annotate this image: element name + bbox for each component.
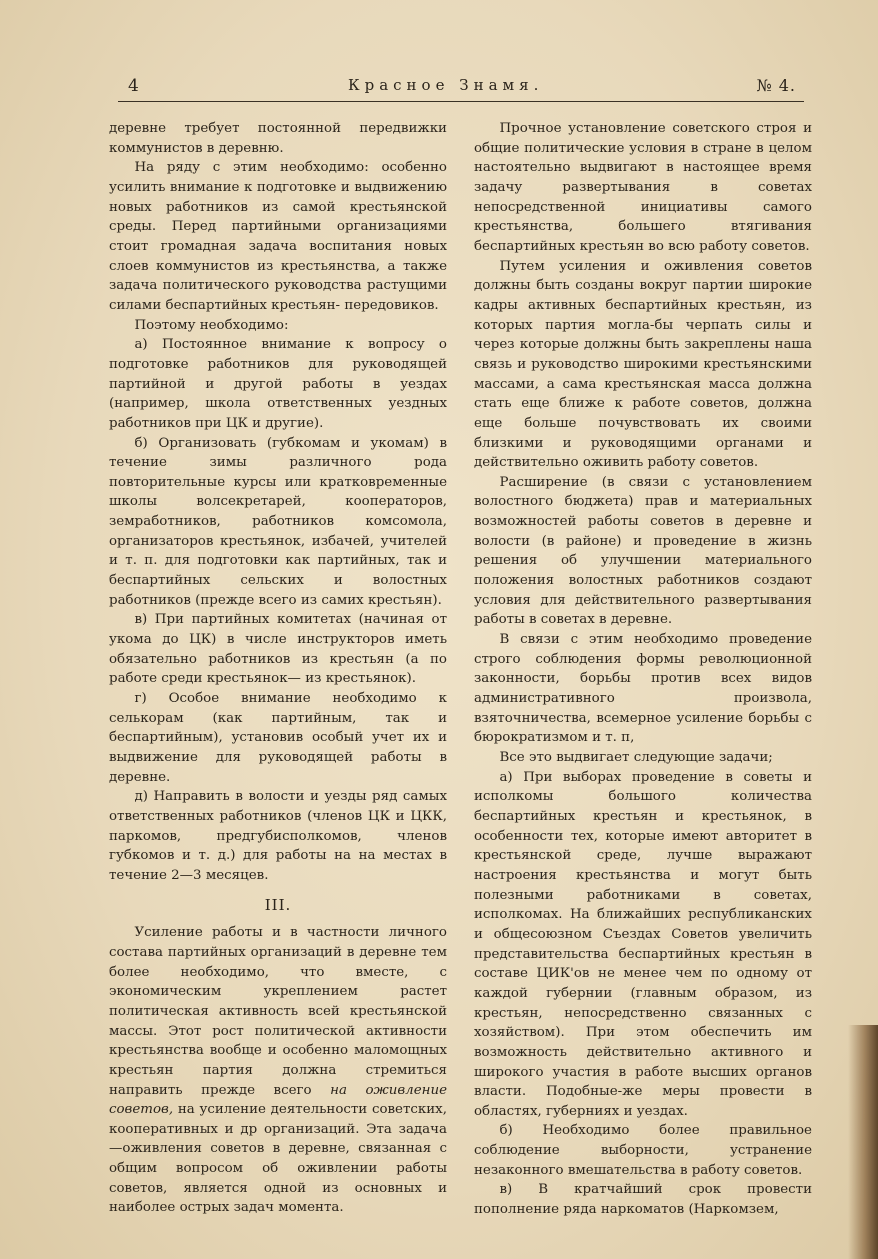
paragraph-text: на усиление деятельности советских, кооперативных и др организаций. Эта задача—оживления советов в деревне, связанная с общим вопросом об оживлении работы советов, является одной из основных и наиболее острых задач момента.: [109, 1102, 447, 1216]
list-item: в) При партийных комитетах (начиная от укома до ЦК) в числе инструкторов иметь обязательно работников из крестьян (а по работе среди крестьянок— из крестьянок).: [109, 612, 447, 687]
issue-number: № 4.: [756, 76, 796, 95]
section-heading: III.: [264, 895, 292, 914]
right-column: [474, 119, 812, 1220]
list-item: а) При выборах проведение в советы и исполкомы большого количества беспартийных крестьян и крестьянок, в особенности тех, которые имеют авторитет в крестьянской среде, лучше выражают настроения крестьянства и могут быть полезными работниками в советах, исполкомах. На ближайших республиканских и общесоюзном Съездах Советов увеличить представительства беспартийных крестьян в составе ЦИК'ов не менее чем по одному от каждой губернии (главным образом, из крестьян, непосредственно связанных с хозяйством). При этом обеспечить им возможность действительно активного и широкого участия в работе высших органов власти. Подобные-же меры провести в областях, губерниях и уездах.: [474, 769, 812, 1119]
list-item: г) Особое внимание необходимо к селькорам (как партийным, так и беспартийным), установив особый учет их и выдвижение для руководящей работы в деревне.: [109, 691, 447, 785]
paragraph: В связи с этим необходимо проведение строго соблюдения формы революционной законности, борьбы против всех видов административного произвола, взяточничества, всемерное усиление борьбы с бюрократизмом и т. п,: [474, 632, 812, 746]
paragraph: Расширение (в связи с установлением волостного бюджета) прав и материальных возможностей работы советов в деревне и волости (в районе) и проведение в жизнь решения об улучшении материального положения волостных работников создают условия для действительного развертывания работы в советах в деревне.: [474, 474, 812, 628]
italic-emphasis: на оживление советов,: [109, 1082, 447, 1118]
page-edge-shadow: [848, 1025, 878, 1259]
list-item: в) В кратчайший срок провести пополнение ряда наркоматов (Наркомзем,: [474, 1182, 812, 1218]
paragraph-text: Усиление работы и в частности личного состава партийных организаций в деревне тем более необходимо, что вместе, с экономическим укреплением растет политическая активность всей крестьянской массы. Этот рост политической активности крестьянства вообще и особенно маломощных крестьян партия должна стремиться направить прежде всего: [109, 925, 447, 1098]
page-header: [118, 74, 804, 100]
list-item: а) Постоянное внимание к вопросу о подготовке работников для руководящей партийной и другой работы в уездах (например, школа ответственных уездных работников при ЦК и другие).: [109, 337, 447, 431]
page-number: 4: [128, 76, 139, 96]
header-rule: [118, 101, 804, 102]
newspaper-title: Красное Знамя.: [348, 76, 544, 94]
paragraph: Поэтому необходимо:: [134, 317, 289, 333]
left-column: [109, 119, 447, 1218]
paragraph: Все это выдвигает следующие задачи;: [499, 750, 773, 765]
paragraph: На ряду с этим необходимо: особенно усилить внимание к подготовке и выдвижению новых работников из самой крестьянской среды. Перед партийными организациями стоит громадная задача воспитания новых слоев коммунистов из крестьянства, а также задача политического руководства растущими силами беспартийных крестьян- передовиков.: [109, 160, 447, 313]
paragraph: [109, 923, 447, 1218]
paragraph: Прочное установление советского строя и общие политические условия в стране в целом настоятельно выдвигают в настоящее время задачу развертывания в советах непосредственной инициативы самого крестьянства, большего втягивания беспартийных крестьян во всю работу советов.: [474, 121, 812, 254]
paragraph: Путем усиления и оживления советов должны быть созданы вокруг партии широкие кадры активных беспартийных крестьян, из которых партия могла-бы черпать силы и через которые должны быть закреплены наша связь и руководство широкими крестьянскими массами, а сама крестьянская масса должна стать еще ближе к работе советов, должна еще больше почувствовать их своими близкими и руководящими органами и действительно оживить работу советов.: [474, 258, 812, 471]
list-item: д) Направить в волости и уезды ряд самых ответственных работников (членов ЦК и ЦКК, паркомов, предгубисполкомов, членов губкомов и т. д.) для работы на на местах в течение 2—3 месяцев.: [109, 789, 447, 883]
list-item: б) Необходимо более правильное соблюдение выборности, устранение незаконного вмешательства в работу советов.: [474, 1123, 812, 1178]
paragraph: деревне требует постоянной передвижки коммунистов в деревню.: [109, 121, 447, 156]
list-item: б) Организовать (губкомам и укомам) в течение зимы различного рода повторительные курсы или кратковременные школы волсекретарей, кооператоров, земработников, работников комсомола, организаторов крестьянок, избачей, учителей и т. п. для подготовки как партийных, так и беспартийных сельских и волостных работников (прежде всего из самих крестьян).: [109, 435, 447, 608]
